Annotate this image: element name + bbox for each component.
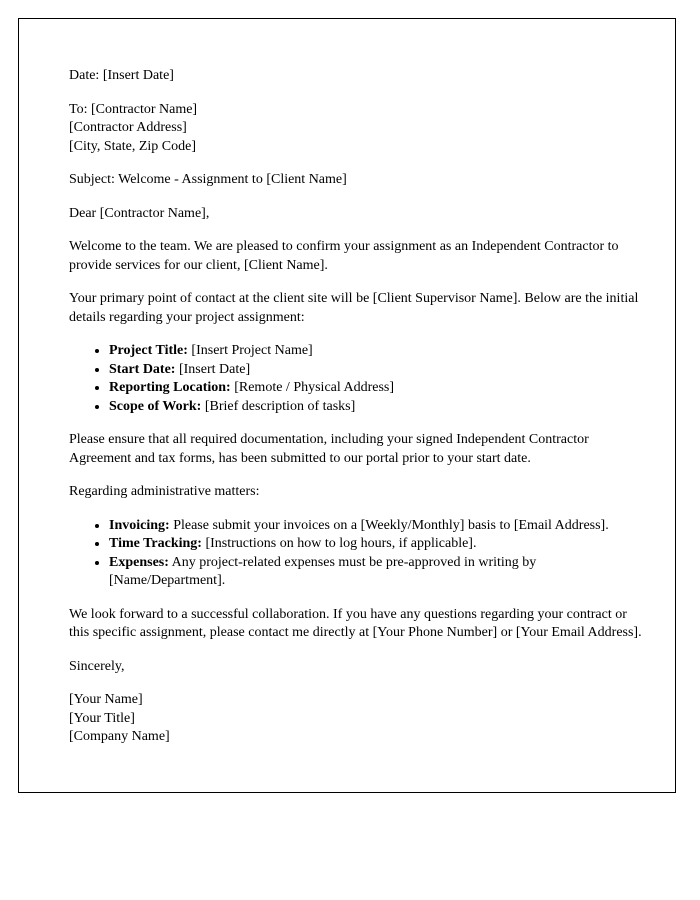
project-title-label: Project Title:: [109, 343, 188, 358]
letter-body: [69, 67, 644, 747]
invoicing-label: Invoicing:: [109, 517, 170, 533]
scope-of-work-value: [Brief description of tasks]: [201, 398, 356, 414]
salutation: Dear [Contractor Name],: [69, 205, 210, 221]
list-item-expenses: [109, 554, 644, 591]
start-date-value: [Insert Date]: [175, 361, 251, 377]
expenses-value: Any project-related expenses must be pre-approved in writing by [Name/Department].: [109, 554, 537, 588]
list-item-time-tracking: [109, 535, 644, 554]
list-item-invoicing: [109, 517, 644, 536]
time-tracking-label: Time Tracking:: [109, 536, 202, 551]
recipient-address-line: [Contractor Address]: [69, 120, 187, 135]
scope-of-work-label: Scope of Work:: [109, 398, 202, 414]
expenses-label: Expenses:: [109, 554, 169, 570]
paragraph-collaboration: We look forward to a successful collaboration. If you have any questions regarding your contract or this specific assignment, please contact me directly at [Your Phone Number] or [Your Email Address].: [69, 606, 642, 640]
project-title-value: [Insert Project Name]: [187, 343, 313, 358]
admin-matters-list: [69, 517, 644, 591]
date-line: Date: [Insert Date]: [69, 68, 174, 83]
reporting-location-value: [Remote / Physical Address]: [230, 380, 395, 395]
start-date-label: Start Date:: [109, 361, 176, 377]
list-item-scope-of-work: [109, 398, 644, 417]
signature-company: [Company Name]: [69, 729, 170, 744]
list-item-project-title: [109, 342, 644, 361]
list-item-reporting-location: [109, 379, 644, 398]
subject-line: Subject: Welcome - Assignment to [Client Name]: [69, 172, 347, 187]
letter-border-frame: [18, 18, 676, 793]
project-details-list: [69, 342, 644, 416]
recipient-city-line: [City, State, Zip Code]: [69, 138, 197, 154]
signature-title: [Your Title]: [69, 710, 135, 726]
reporting-location-label: Reporting Location:: [109, 380, 231, 395]
paragraph-welcome: Welcome to the team. We are pleased to confirm your assignment as an Independent Contractor to provide services for our client, [Client Name].: [69, 239, 619, 273]
paragraph-documentation: Please ensure that all required documentation, including your signed Independent Contractor Agreement and tax forms, has been submitted to our portal prior to your start date.: [69, 432, 589, 466]
invoicing-value: Please submit your invoices on a [Weekly/Monthly] basis to [Email Address].: [169, 517, 609, 533]
list-item-start-date: [109, 361, 644, 380]
signature-name: [Your Name]: [69, 692, 143, 707]
paragraph-admin-intro: Regarding administrative matters:: [69, 484, 260, 499]
time-tracking-value: [Instructions on how to log hours, if applicable].: [201, 536, 477, 551]
closing: Sincerely,: [69, 658, 125, 674]
paragraph-contact: Your primary point of contact at the client site will be [Client Supervisor Name]. Below are the initial details regarding your project assignment:: [69, 291, 639, 325]
recipient-name-line: To: [Contractor Name]: [69, 101, 198, 117]
